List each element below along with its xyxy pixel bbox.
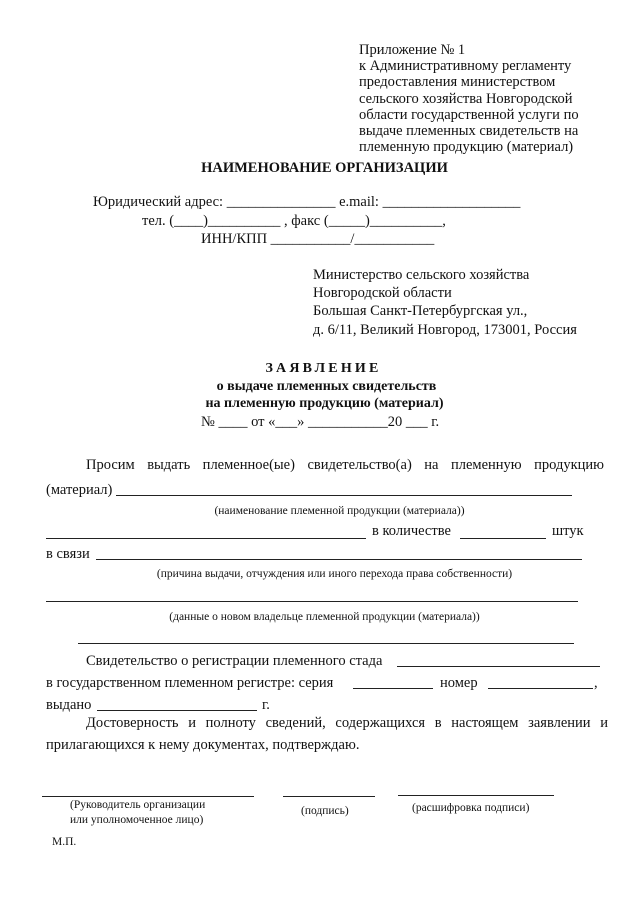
sign-label: (подпись) — [301, 805, 349, 817]
series-field-line — [353, 688, 433, 689]
legal-address-line: Юридический адрес: _______________ e.mail: ___________________ — [93, 194, 521, 210]
phone-fax-line: тел. (____)__________ , факс (_____)__________, — [142, 213, 446, 229]
stamp-label: М.П. — [52, 836, 77, 848]
appendix-line: предоставления министерством — [359, 74, 556, 91]
request-line: Просим выдать племенное(ые) свидетельство(а) на племенную продукцию — [86, 457, 604, 473]
hint-product-name: (наименование племенной продукции (материала)) — [214, 505, 465, 517]
hint-reason: (причина выдачи, отчуждения или иного перехода права собственности) — [156, 568, 513, 580]
appendix-line: племенную продукцию (материал) — [359, 139, 574, 156]
pieces-label: штук — [552, 523, 584, 539]
recipient-address — [313, 266, 577, 339]
appendix-header — [359, 42, 579, 155]
inn-kpp-line: ИНН/КПП ___________/___________ — [201, 231, 435, 247]
sign-line — [283, 796, 375, 797]
appendix-line: выдаче племенных свидетельств на — [359, 123, 579, 140]
recipient-line: д. 6/11, Великий Новгород, 173001, Россия — [313, 321, 577, 338]
appendix-line: Приложение № 1 — [359, 42, 466, 58]
reason-continued-line — [46, 601, 578, 602]
material-label: (материал) — [46, 482, 113, 498]
appendix-line: к Административному регламенту — [359, 58, 572, 75]
quantity-label: в количестве — [372, 523, 451, 539]
statement-subtitle: на племенную продукцию (материал) — [205, 396, 444, 411]
confirm-line: Достоверность и полноту сведений, содержащихся в настоящем заявлении и — [86, 715, 608, 731]
confirm-line: прилагающихся к нему документах, подтверждаю. — [46, 737, 360, 753]
product-name-field-line — [46, 538, 366, 539]
organization-name: НАИМЕНОВАНИЕ ОРГАНИЗАЦИИ — [201, 160, 448, 176]
recipient-line: Большая Санкт-Петербургская ул., — [313, 303, 528, 320]
material-field-line — [116, 495, 572, 496]
recipient-line: Новгородской области — [313, 285, 452, 302]
issued-field-line — [97, 710, 257, 711]
number-label: номер — [440, 675, 478, 691]
registry-series-label: в государственном племенном регистре: серия — [46, 675, 334, 691]
due-label: в связи — [46, 546, 90, 562]
head-label: или уполномоченное лицо) — [70, 814, 204, 826]
statement-number-line: № ____ от «___» ___________20 ___ г. — [201, 414, 440, 430]
appendix-line: сельского хозяйства Новгородской — [359, 90, 573, 107]
quantity-field-line — [460, 538, 546, 539]
number-field-line — [488, 688, 593, 689]
head-signature-line — [42, 796, 254, 797]
decode-label: (расшифровка подписи) — [412, 802, 530, 814]
year-suffix: г. — [262, 697, 270, 713]
comma: , — [594, 675, 598, 691]
issued-label: выдано — [46, 697, 92, 713]
statement-title: ЗАЯВЛЕНИЕ — [265, 361, 382, 376]
statement-subtitle: о выдаче племенных свидетельств — [216, 379, 437, 394]
recipient-line: Министерство сельского хозяйства — [313, 267, 530, 283]
new-owner-field-line — [78, 643, 574, 644]
reason-field-line — [96, 559, 582, 560]
certificate-label: Свидетельство о регистрации племенного стада — [86, 653, 383, 669]
decode-signature-line — [398, 795, 554, 796]
hint-new-owner: (данные о новом владельце племенной продукции (материала)) — [169, 611, 480, 623]
certificate-field-line — [397, 666, 600, 667]
appendix-line: области государственной услуги по — [359, 106, 579, 123]
head-label: (Руководитель организации — [70, 799, 206, 811]
